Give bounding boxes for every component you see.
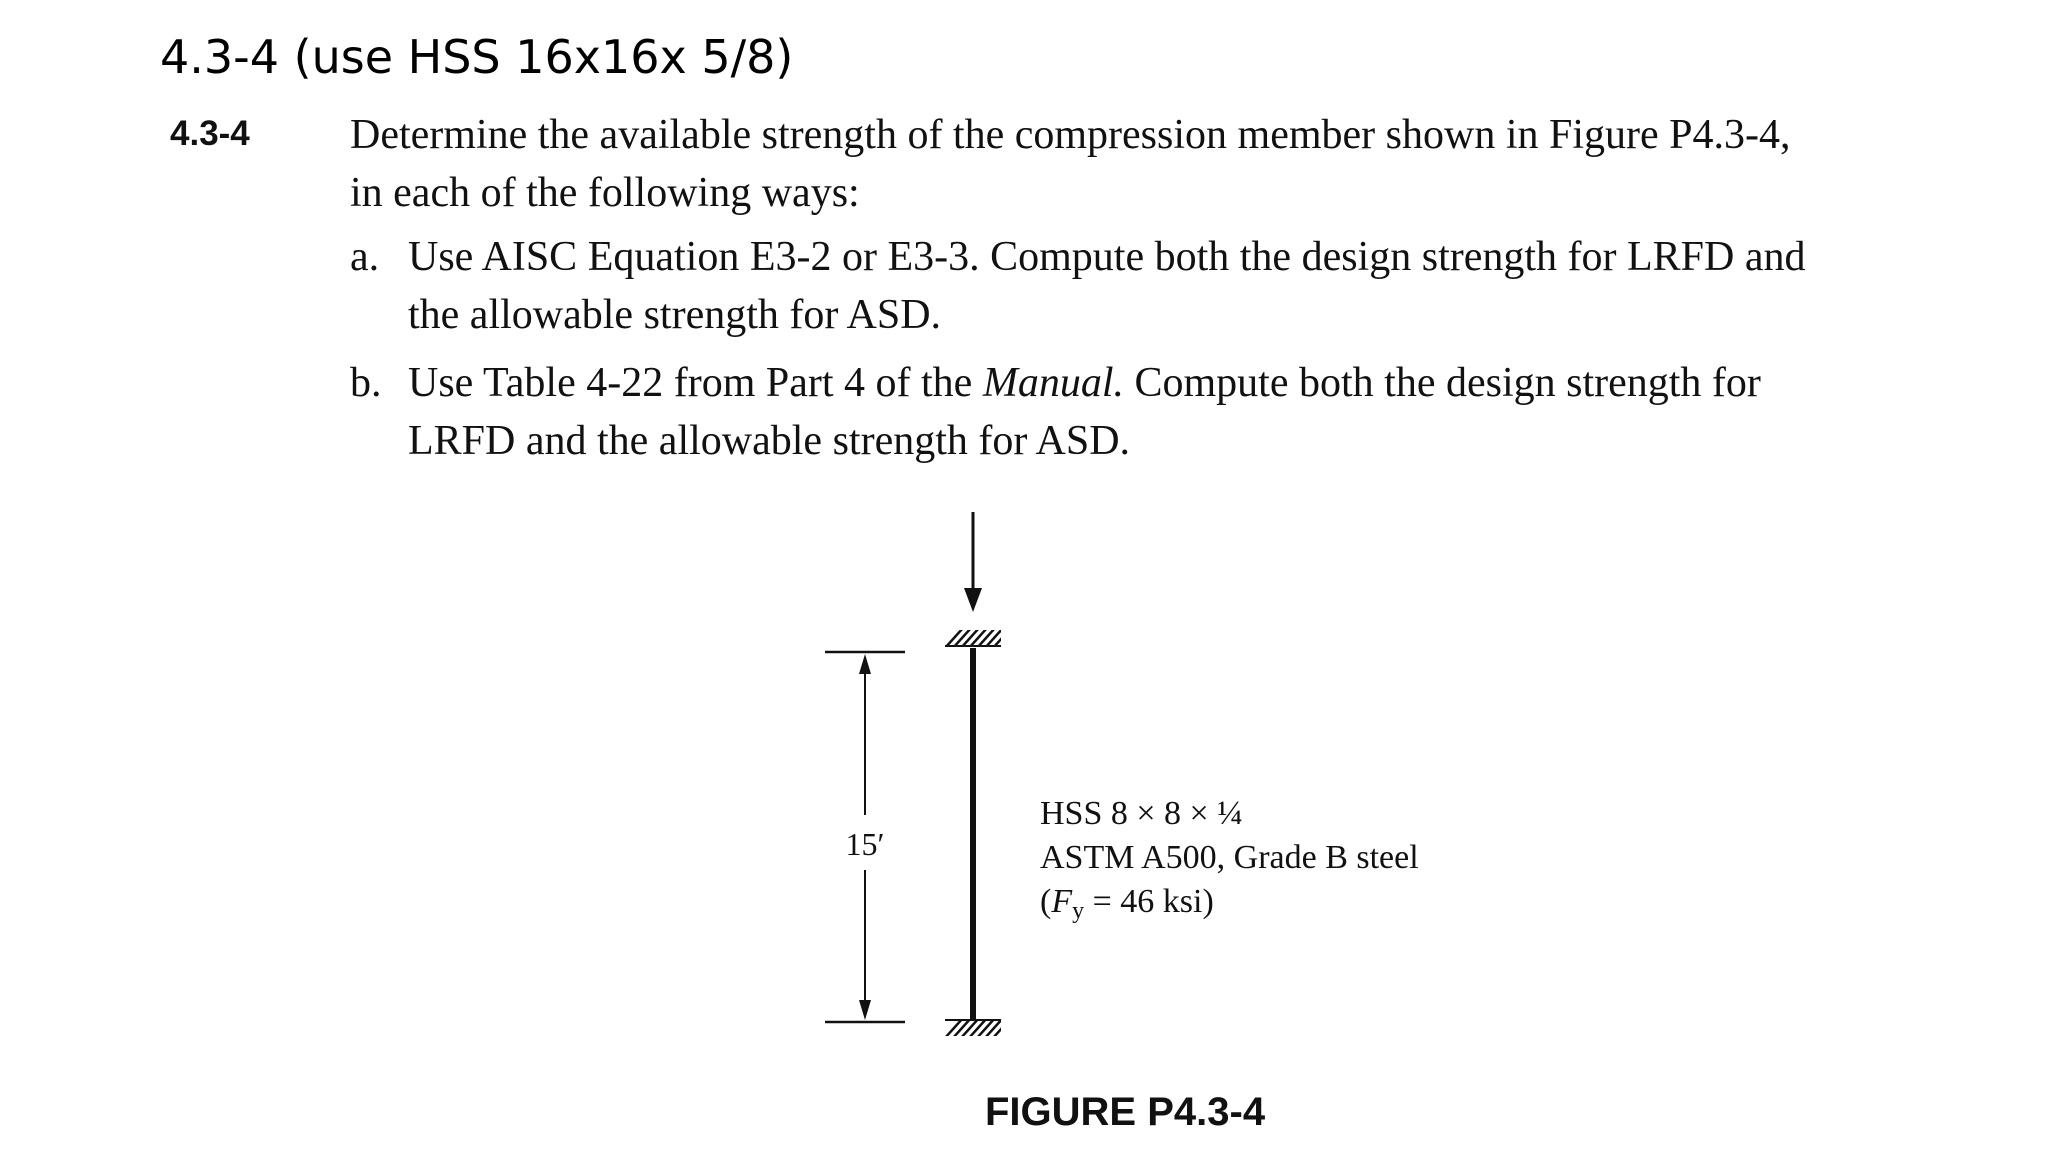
problem-part-a [350, 228, 1950, 344]
problem-part-b [350, 354, 1950, 470]
problem-statement [350, 106, 1950, 222]
part-b-line-1-start: Use Table 4-22 from Part 4 of the [408, 360, 983, 406]
problem-statement-line-2: in each of the following ways: [350, 170, 860, 216]
page-heading: 4.3-4 (use HSS 16x16x 5/8) [160, 30, 794, 84]
yield-stress-subscript: y [1072, 898, 1085, 924]
figure-caption: FIGURE P4.3-4 [985, 1090, 1266, 1134]
problem-statement-line-1: Determine the available strength of the compression member shown in Figure P4.3-4, [350, 112, 1791, 158]
part-b-line-2: LRFD and the allowable strength for ASD. [408, 418, 1131, 464]
problem-number: 4.3-4 [170, 114, 250, 153]
length-label: 15′ [845, 826, 885, 862]
length-dimension [825, 652, 905, 1022]
part-a-line-2: the allowable strength for ASD. [408, 292, 942, 338]
top-support-icon [945, 628, 1011, 648]
part-b-marker: b. [350, 360, 382, 406]
bottom-support-icon [945, 1018, 1011, 1038]
yield-stress-symbol: F [1051, 883, 1073, 920]
yield-stress-value: = 46 ksi) [1084, 883, 1214, 920]
yield-stress-open: ( [1040, 883, 1052, 920]
yield-stress-label [1040, 883, 1214, 924]
part-b-manual-emphasis: Manual. [982, 360, 1124, 406]
part-b-line-1-end: Compute both the design strength for [1123, 360, 1761, 406]
part-a-line-1: Use AISC Equation E3-2 or E3-3. Compute both the design strength for LRFD and [408, 234, 1806, 280]
material-label: ASTM A500, Grade B steel [1040, 839, 1419, 876]
section-label: HSS 8 × 8 × ¼ [1040, 795, 1243, 832]
load-arrow-icon [964, 512, 982, 612]
part-a-marker: a. [350, 234, 380, 280]
